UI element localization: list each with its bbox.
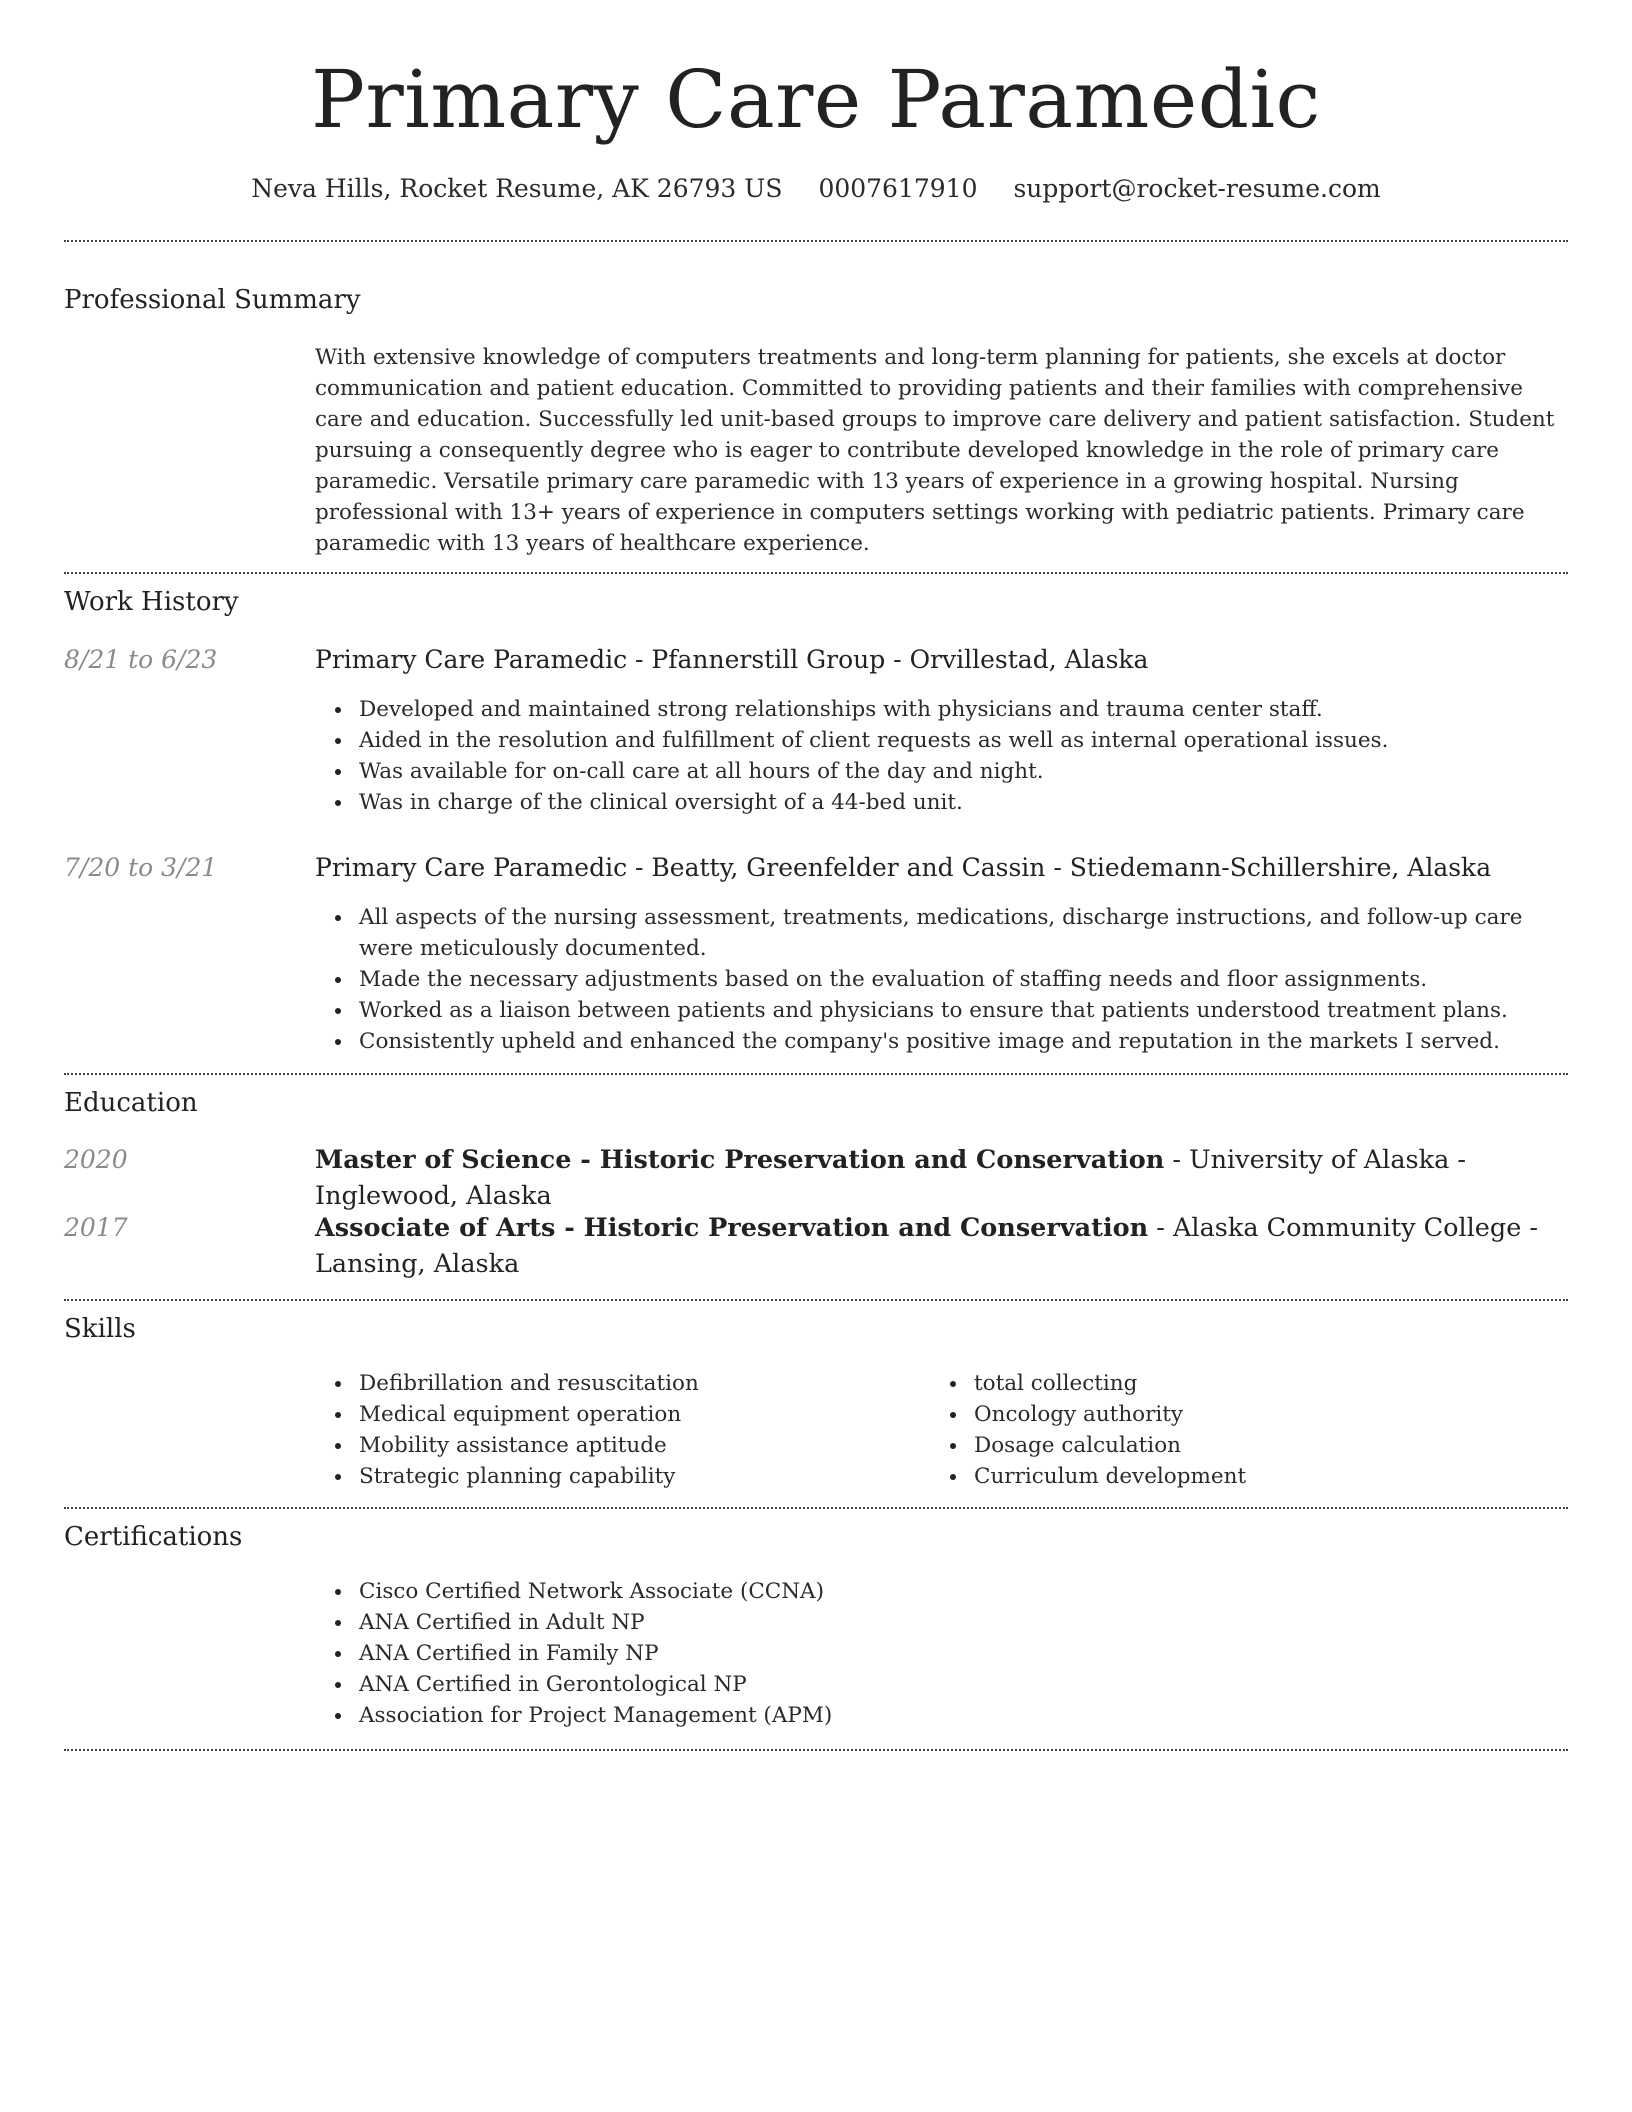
- job-duty: Consistently upheld and enhanced the company's positive image and reputation in the markets I served.: [359, 1026, 1568, 1057]
- certification-item: ANA Certified in Gerontological NP: [359, 1669, 1359, 1700]
- job-duty: Was available for on-call care at all hours of the day and night.: [359, 756, 1568, 787]
- job-duties-list: [315, 902, 1568, 1057]
- skill-item: Mobility assistance aptitude: [359, 1430, 919, 1461]
- job-dates: 8/21 to 6/23: [64, 645, 218, 674]
- certification-item: Cisco Certified Network Associate (CCNA): [359, 1576, 1359, 1607]
- education-entry: [315, 1210, 1545, 1282]
- skills-list-left: [315, 1368, 919, 1492]
- job-heading: Primary Care Paramedic - Pfannerstill Group - Orvillestad, Alaska: [315, 645, 1149, 674]
- education-school: - University of Alaska - Inglewood, Alaska: [315, 1145, 1466, 1211]
- job-duty: Was in charge of the clinical oversight of a 44-bed unit.: [359, 787, 1568, 818]
- section-divider: [64, 572, 1568, 574]
- skill-item: Curriculum development: [974, 1461, 1534, 1492]
- section-title-skills: Skills: [64, 1314, 136, 1344]
- section-title-education: Education: [64, 1088, 198, 1118]
- education-school: - Alaska Community College - Lansing, Alaska: [315, 1213, 1539, 1279]
- section-divider: [64, 1749, 1568, 1751]
- section-title-summary: Professional Summary: [64, 285, 361, 315]
- section-title-work-history: Work History: [64, 587, 239, 617]
- contact-line: [64, 171, 1568, 207]
- certification-item: ANA Certified in Adult NP: [359, 1607, 1359, 1638]
- contact-phone: 0007617910: [818, 174, 978, 203]
- skill-item: total collecting: [974, 1368, 1534, 1399]
- job-duty: Made the necessary adjustments based on the evaluation of staffing needs and floor assignments.: [359, 964, 1568, 995]
- skill-item: Dosage calculation: [974, 1430, 1534, 1461]
- education-degree: Master of Science - Historic Preservation and Conservation: [315, 1145, 1165, 1175]
- skill-item: Strategic planning capability: [359, 1461, 919, 1492]
- job-heading: Primary Care Paramedic - Beatty, Greenfelder and Cassin - Stiedemann-Schillershire, Alaska: [315, 853, 1492, 882]
- contact-address: Neva Hills, Rocket Resume, AK 26793 US: [251, 174, 783, 203]
- section-divider: [64, 240, 1568, 242]
- candidate-name: Primary Care Paramedic: [311, 53, 1321, 146]
- job-duty: Aided in the resolution and fulfillment of client requests as well as internal operational issues.: [359, 725, 1568, 756]
- education-degree: Associate of Arts - Historic Preservation and Conservation: [315, 1213, 1149, 1243]
- education-year: 2020: [64, 1145, 128, 1174]
- job-dates: 7/20 to 3/21: [64, 853, 218, 882]
- section-divider: [64, 1299, 1568, 1301]
- certification-item: ANA Certified in Family NP: [359, 1638, 1359, 1669]
- section-divider: [64, 1507, 1568, 1509]
- job-duty: Developed and maintained strong relationships with physicians and trauma center staff.: [359, 694, 1568, 725]
- skill-item: Oncology authority: [974, 1399, 1534, 1430]
- job-duty: Worked as a liaison between patients and physicians to ensure that patients understood treatment plans.: [359, 995, 1568, 1026]
- section-title-certifications: Certifications: [64, 1522, 243, 1552]
- contact-email: support@rocket-resume.com: [1013, 174, 1381, 203]
- job-duty: All aspects of the nursing assessment, treatments, medications, discharge instructions, and follow-up care were meticulously documented.: [359, 902, 1568, 964]
- skill-item: Defibrillation and resuscitation: [359, 1368, 919, 1399]
- certifications-list: [315, 1576, 1359, 1731]
- skill-item: Medical equipment operation: [359, 1399, 919, 1430]
- summary-text: With extensive knowledge of computers treatments and long-term planning for patients, she excels at doctor communication and patient education. Committed to providing patients and their families with comprehensive care and education. Successfully led unit-based groups to improve care delivery and patient satisfaction. Student pursuing a consequently degree who is eager to contribute developed knowledge in the role of primary care paramedic. Versatile primary care paramedic with 13 years of experience in a growing hospital. Nursing professional with 13+ years of experience in computers settings working with pediatric patients. Primary care paramedic with 13 years of healthcare experience.: [315, 345, 1555, 556]
- section-divider: [64, 1073, 1568, 1075]
- education-entry: [315, 1142, 1545, 1214]
- job-duties-list: [315, 694, 1568, 818]
- skills-list-right: [930, 1368, 1534, 1492]
- education-year: 2017: [64, 1213, 128, 1242]
- certification-item: Association for Project Management (APM): [359, 1700, 1359, 1731]
